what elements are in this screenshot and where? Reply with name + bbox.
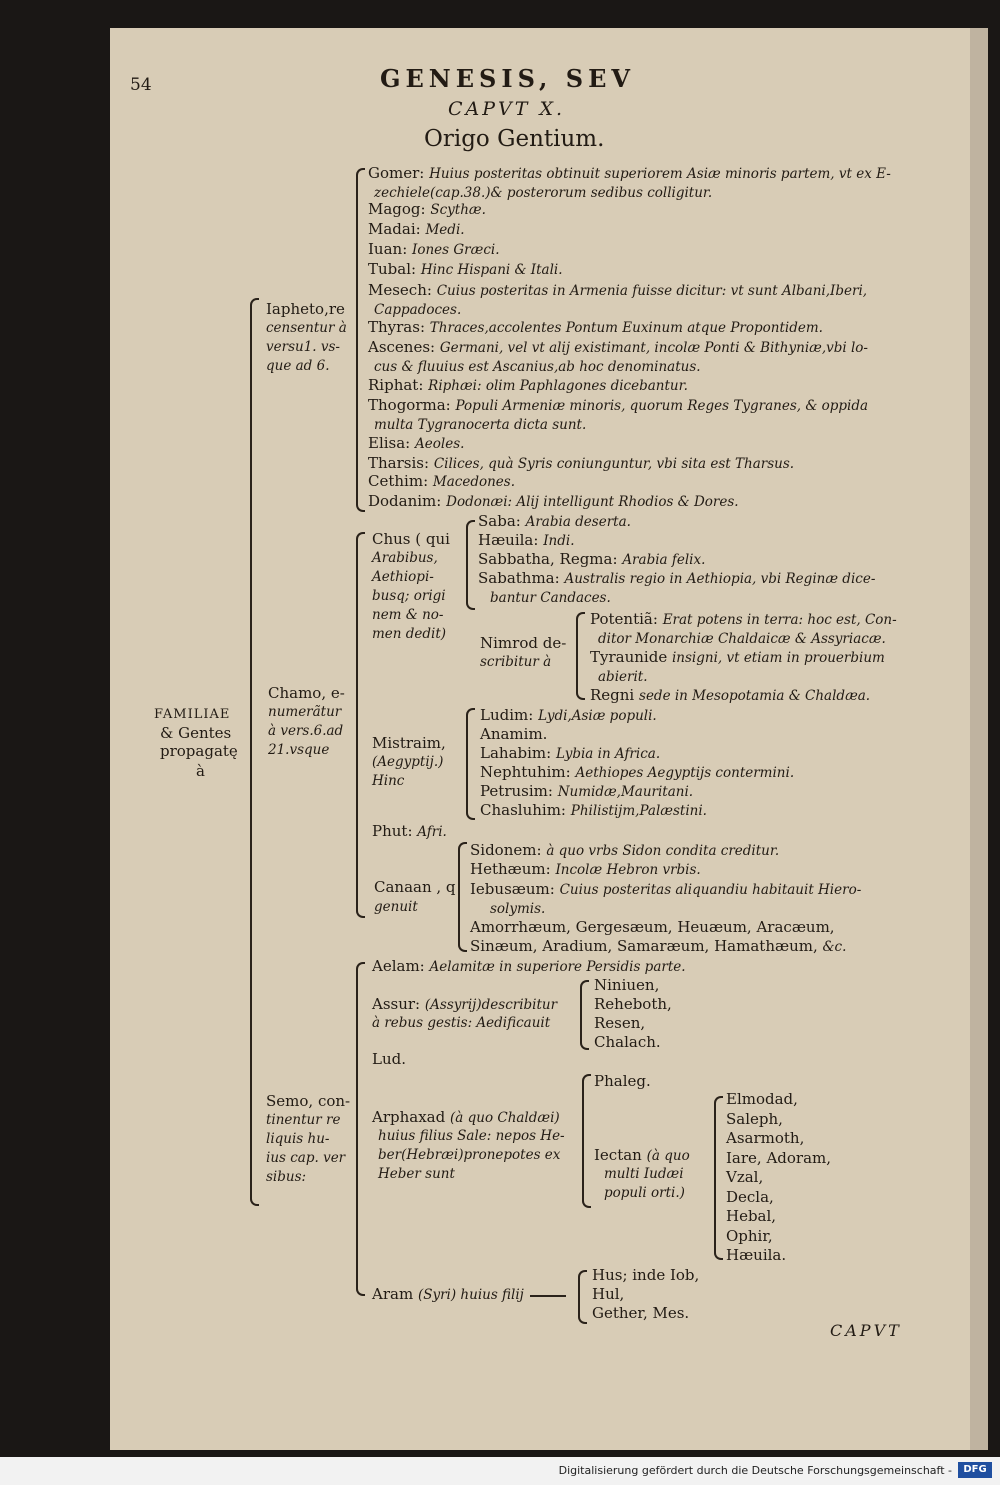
iapheto-entry: Riphat: Riphæi: olim Paphlagones dicebantur.: [368, 376, 688, 394]
iapheto-entry: Tubal: Hinc Hispani & Itali.: [368, 260, 563, 278]
mistraim-entry: Chasluhim: Philistijm,Palæstini.: [480, 801, 707, 819]
iectan-brace: [714, 1096, 723, 1260]
canaan-entry: Hethæum: Incolæ Hebron vrbis.: [470, 860, 701, 878]
iapheto-entry: Thyras: Thraces,accolentes Pontum Euxinum atque Propontidem.: [368, 318, 823, 336]
iapheto-entry: Ascenes: Germani, vel vt alij existimant, incolæ Ponti & Bithyniæ,vbi lo-: [368, 338, 868, 356]
semo-label-line-4: ius cap. ver: [266, 1150, 346, 1166]
footer-text: Digitalisierung gefördert durch die Deutsche Forschungsgemeinschaft -: [558, 1464, 952, 1477]
root-brace: [250, 298, 259, 1206]
assur-brace: [580, 980, 589, 1050]
running-title: GENESIS, SEV: [380, 64, 636, 93]
lud-entry: Lud.: [372, 1050, 406, 1068]
aram-son: Hus; inde Iob,: [592, 1266, 700, 1284]
assur-city: Resen,: [594, 1014, 646, 1032]
iapheto-label-line-2: censentur à: [266, 320, 347, 336]
semo-label-line-5: sibus:: [266, 1169, 307, 1185]
semo-label-line-1: Semo, con-: [266, 1092, 351, 1110]
mistraim-entry: Ludim: Lydi,Asiæ populi.: [480, 706, 657, 724]
iapheto-entry-cont: multa Tygranocerta dicta sunt.: [374, 417, 587, 433]
iapheto-entry: Gomer: Huius posteritas obtinuit superiorem Asiæ minoris partem, vt ex E-: [368, 164, 891, 182]
chapter-heading: CAPVT X.: [448, 98, 566, 120]
mistraim-entry: Anamim.: [480, 725, 548, 743]
nimrod-entry: Potentiã: Erat potens in terra: hoc est, Con-: [590, 610, 897, 628]
canaan-entry: Sidonem: à quo vrbs Sidon condita creditur.: [470, 841, 780, 859]
iapheto-label-line-1: Iapheto,re: [266, 300, 345, 318]
root-label-2: & Gentes: [160, 724, 232, 742]
dfg-logo: DFG: [958, 1462, 992, 1478]
canaan-entry: Iebusæum: Cuius posteritas aliquandiu habitauit Hiero-: [470, 880, 862, 898]
nimrod-entry: Tyraunide insigni, vt etiam in prouerbium: [590, 648, 885, 666]
iapheto-entry-cont: cus & fluuius est Ascanius,ab hoc denominatus.: [374, 359, 701, 375]
catchword: CAPVT: [830, 1321, 902, 1340]
semo-label-line-2: tinentur re: [266, 1112, 341, 1128]
iapheto-entry-cont: zechiele(cap.38.)& posterorum sedibus colligitur.: [374, 185, 713, 201]
canaan-entry: Sinæum, Aradium, Samaræum, Hamathæum, &c.: [470, 937, 847, 955]
semo-label-line-3: liquis hu-: [266, 1131, 330, 1147]
iectan-entry: Iectan (à quo: [594, 1146, 690, 1164]
assur-city: Niniuen,: [594, 976, 660, 994]
mistraim-brace: [466, 708, 475, 820]
chus-entry: Saba: Arabia deserta.: [478, 512, 631, 530]
semo-brace: [356, 962, 365, 1296]
mistraim-label-line-3: Hinc: [372, 773, 405, 789]
nimrod-entry: Regni sede in Mesopotamia & Chaldæa.: [590, 686, 871, 704]
iapheto-entry: Elisa: Aeoles.: [368, 434, 465, 452]
iapheto-entry: Iuan: Iones Græci.: [368, 240, 500, 258]
canaan-entry: Amorrhæum, Gergesæum, Heuæum, Aracæum,: [470, 918, 835, 936]
chamo-label-line-1: Chamo, e-: [268, 684, 345, 702]
iapheto-brace: [356, 168, 365, 512]
nimrod-entry-cont: abierit.: [598, 669, 648, 685]
assur-city: Reheboth,: [594, 995, 672, 1013]
canaan-entry-cont: solymis.: [490, 901, 546, 917]
iapheto-entry: Mesech: Cuius posteritas in Armenia fuisse dicitur: vt sunt Albani,Iberi,: [368, 281, 868, 299]
iectan-son: Ophir,: [726, 1226, 773, 1245]
iectan-son: Asarmoth,: [726, 1129, 805, 1147]
iectan-son: Decla,: [726, 1187, 774, 1206]
chus-entry: Sabbatha, Regma: Arabia felix.: [478, 550, 706, 568]
phaleg-entry: Phaleg.: [594, 1072, 651, 1090]
page-title: Origo Gentium.: [424, 126, 605, 152]
mistraim-entry: Lahabim: Lybia in Africa.: [480, 744, 661, 762]
iectan-desc-2: multi Iudæi: [604, 1166, 684, 1182]
aram-brace: [578, 1270, 587, 1324]
chamo-label-line-2: numerãtur: [268, 704, 342, 720]
iectan-son: Hebal,: [726, 1207, 777, 1225]
aram-connector: [530, 1295, 566, 1297]
aram-son: Hul,: [592, 1285, 625, 1303]
mistraim-entry: Petrusim: Numidæ,Mauritani.: [480, 782, 694, 800]
iectan-son: Vzal,: [726, 1168, 764, 1186]
iapheto-entry: Dodanim: Dodonæi: Alij intelligunt Rhodios & Dores.: [368, 492, 739, 510]
root-label-3: propagatę: [160, 742, 238, 760]
arphaxad-brace: [582, 1074, 591, 1208]
iapheto-entry-cont: Cappadoces.: [374, 302, 462, 318]
chamo-label-line-4: 21.vsque: [268, 742, 330, 758]
iapheto-label-line-3: versu1. vs-: [266, 339, 340, 355]
chus-entry: Sabathma: Australis regio in Aethiopia, vbi Reginæ dice-: [478, 569, 876, 587]
chus-label-line-2: Arabibus,: [372, 550, 438, 566]
chus-label-line-6: men dedit): [372, 626, 447, 642]
assur-desc-2: à rebus gestis: Aedificauit: [372, 1015, 551, 1031]
assur-city: Chalach.: [594, 1033, 661, 1051]
arphaxad-desc-3: ber(Hebræi)pronepotes ex: [378, 1147, 561, 1163]
nimrod-label-line-2: scribitur à: [480, 654, 552, 670]
chus-label-line-4: busq; origi: [372, 588, 446, 604]
iapheto-entry: Cethim: Macedones.: [368, 472, 516, 490]
canaan-label-line-2: genuit: [374, 899, 418, 915]
chus-entry: Hæuila: Indi.: [478, 531, 575, 549]
root-label-4: à: [196, 762, 205, 780]
canaan-brace: [458, 842, 467, 952]
nimrod-brace: [576, 612, 585, 700]
mistraim-label-line-2: (Aegyptij.): [372, 754, 444, 770]
assur-entry: Assur: (Assyrij)describitur: [372, 995, 558, 1013]
nimrod-entry-cont: ditor Monarchiæ Chaldaicæ & Assyriacæ.: [598, 631, 886, 647]
iapheto-entry: Tharsis: Cilices, quà Syris coniunguntur, vbi sita est Tharsus.: [368, 454, 795, 472]
arphaxad-desc-4: Heber sunt: [378, 1166, 455, 1182]
chus-label-line-5: nem & no-: [372, 607, 444, 623]
chamo-brace: [356, 532, 365, 918]
iapheto-entry: Madai: Medi.: [368, 220, 465, 238]
iectan-desc-3: populi orti.): [604, 1185, 685, 1201]
iectan-son: Iare, Adoram,: [726, 1148, 832, 1167]
iectan-son: Hæuila.: [726, 1246, 787, 1264]
chus-brace: [466, 520, 475, 610]
root-label-1: FAMILIAE: [154, 707, 231, 722]
chus-label-line-1: Chus ( qui: [372, 530, 450, 548]
page-edge: [970, 28, 988, 1450]
aram-son: Gether, Mes.: [592, 1304, 690, 1322]
nimrod-label-line-1: Nimrod de-: [480, 634, 567, 652]
mistraim-label-line-1: Mistraim,: [372, 734, 446, 752]
page-number: 54: [130, 75, 152, 95]
canaan-label-line-1: Canaan , q: [374, 878, 456, 896]
iapheto-entry: Thogorma: Populi Armeniæ minoris, quorum Reges Tygranes, & oppida: [368, 396, 869, 414]
chamo-label-line-3: à vers.6.ad: [268, 723, 344, 739]
iapheto-label-line-4: que ad 6.: [266, 358, 330, 374]
chus-entry-cont: bantur Candaces.: [490, 590, 611, 606]
phut-entry: Phut: Afri.: [372, 822, 447, 840]
aelam-entry: Aelam: Aelamitæ in superiore Persidis parte.: [372, 957, 686, 975]
iapheto-entry: Magog: Scythæ.: [368, 200, 486, 218]
aram-entry: Aram (Syri) huius filij: [372, 1285, 524, 1303]
footer-bar: [0, 1457, 1000, 1485]
mistraim-entry: Nephtuhim: Aethiopes Aegyptijs contermini.: [480, 763, 795, 781]
arphaxad-entry: Arphaxad (à quo Chaldæi): [372, 1108, 560, 1126]
iectan-son: Saleph,: [726, 1109, 783, 1128]
arphaxad-desc-2: huius filius Sale: nepos He-: [378, 1128, 565, 1144]
iectan-son: Elmodad,: [726, 1090, 798, 1108]
chus-label-line-3: Aethiopi-: [372, 569, 434, 585]
